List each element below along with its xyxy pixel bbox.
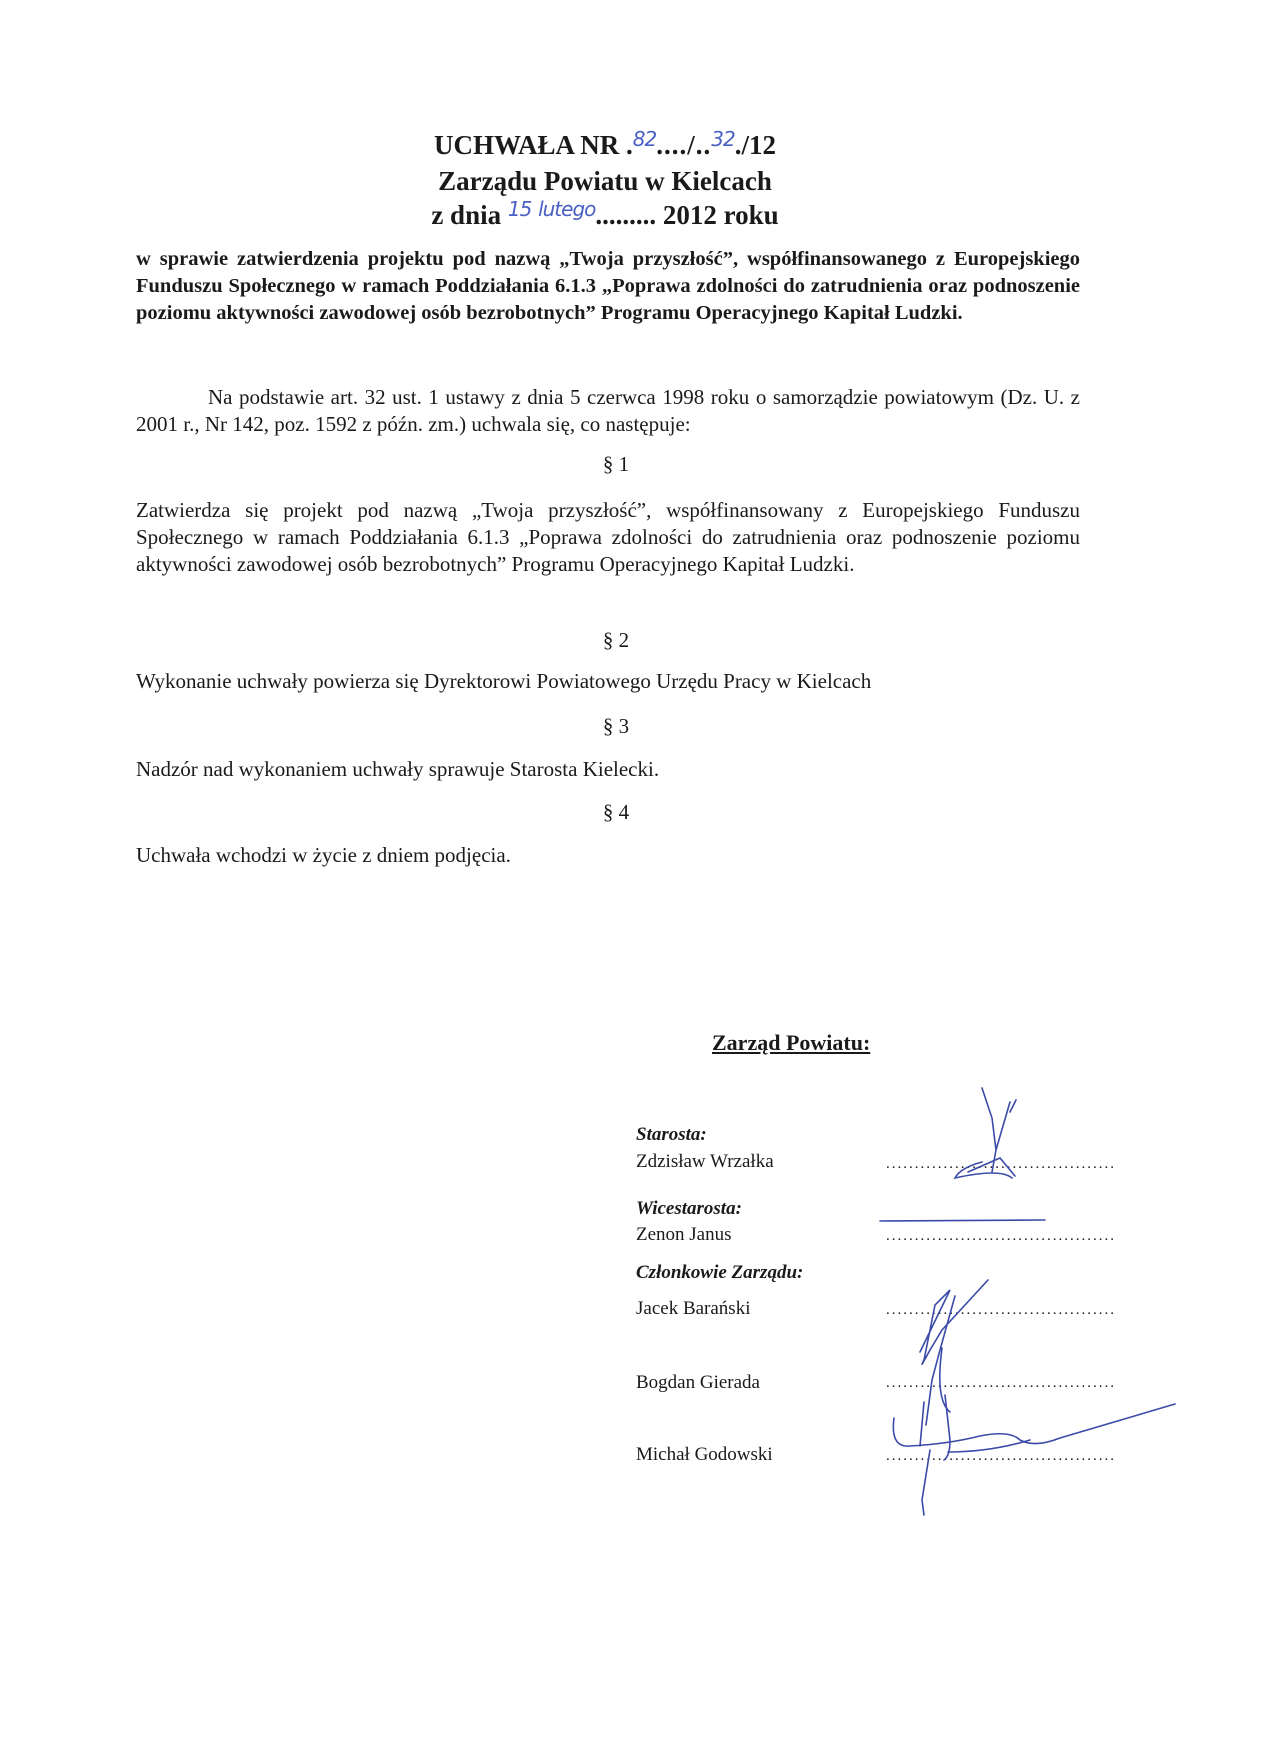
- member-signature-line: ........................................: [886, 1302, 1116, 1318]
- date-suffix: ......... 2012 roku: [595, 200, 779, 230]
- legal-basis: Na podstawie art. 32 ust. 1 ustawy z dnia 5 czerwca 1998 roku o samorządzie powiatowym (Dz. U. z 2001 r., Nr 142, poz. 1592 z późn. zm.) uchwala się, co następuje:: [136, 385, 1080, 436]
- member-signature-line: ........................................: [886, 1375, 1116, 1391]
- handwritten-number-a: 82: [632, 127, 657, 151]
- wicestarosta-signature: [880, 1220, 1045, 1221]
- issuing-body: Zarządu Powiatu w Kielcach: [438, 166, 772, 196]
- section-1-mark: § 1: [602, 452, 630, 476]
- handwritten-month: lutego: [538, 197, 596, 221]
- resolution-date: [0, 198, 1210, 234]
- resolution-title-block: [0, 128, 1210, 234]
- member-name: Jacek Barański: [636, 1298, 751, 1319]
- wicestarosta-signature-line: ........................................: [886, 1228, 1116, 1244]
- board-heading: Zarząd Powiatu:: [712, 1030, 871, 1055]
- wicestarosta-role: Wicestarosta:: [636, 1198, 742, 1219]
- member-signature-line: ........................................: [886, 1448, 1116, 1464]
- resolution-number-prefix: UCHWAŁA NR .: [434, 130, 633, 160]
- starosta-role: Starosta:: [636, 1124, 707, 1145]
- date-prefix: z dnia: [431, 200, 508, 230]
- handwritten-number-b: 32: [711, 127, 735, 151]
- section-2-mark: § 2: [602, 628, 630, 652]
- section-4-text: Uchwała wchodzi w życie z dniem podjęcia.: [136, 843, 511, 867]
- resolution-subject: w sprawie zatwierdzenia projektu pod nazwą „Twoja przyszłość”, współfinansowanego z Europejskiego Funduszu Społecznego w ramach Poddziałania 6.1.3 „Poprawa zdolności do zatrudnienia oraz podnoszenie poziomu aktywności zawodowej osób bezrobotnych” Programu Operacyjnego Kapitał Ludzki.: [136, 248, 1080, 324]
- handwritten-day: 15: [507, 197, 532, 221]
- members-role: Członkowie Zarządu:: [636, 1262, 804, 1283]
- wicestarosta-name: Zenon Janus: [636, 1224, 732, 1245]
- starosta-name: Zdzisław Wrzałka: [636, 1151, 774, 1172]
- section-4-mark: § 4: [602, 800, 630, 824]
- starosta-signature-line: ........................................: [886, 1156, 1116, 1172]
- resolution-number-mid: ..../..: [656, 130, 712, 160]
- section-1-text: Zatwierdza się projekt pod nazwą „Twoja przyszłość”, współfinansowany z Europejskiego Funduszu Społecznego w ramach Poddziałania 6.1.3 „Poprawa zdolności do zatrudnienia oraz podnoszenie poziomu aktywności zawodowej osób bezrobotnych” Programu Operacyjnego Kapitał Ludzki.: [136, 498, 1080, 576]
- section-2-text: Wykonanie uchwały powierza się Dyrektorowi Powiatowego Urzędu Pracy w Kielcach: [136, 669, 872, 693]
- section-3-mark: § 3: [602, 714, 630, 738]
- resolution-number-suffix: ./12: [734, 130, 776, 160]
- member-name: Bogdan Gierada: [636, 1372, 760, 1393]
- section-3-text: Nadzór nad wykonaniem uchwały sprawuje Starosta Kielecki.: [136, 757, 660, 781]
- member-name: Michał Godowski: [636, 1444, 773, 1465]
- resolution-number: [0, 128, 1210, 164]
